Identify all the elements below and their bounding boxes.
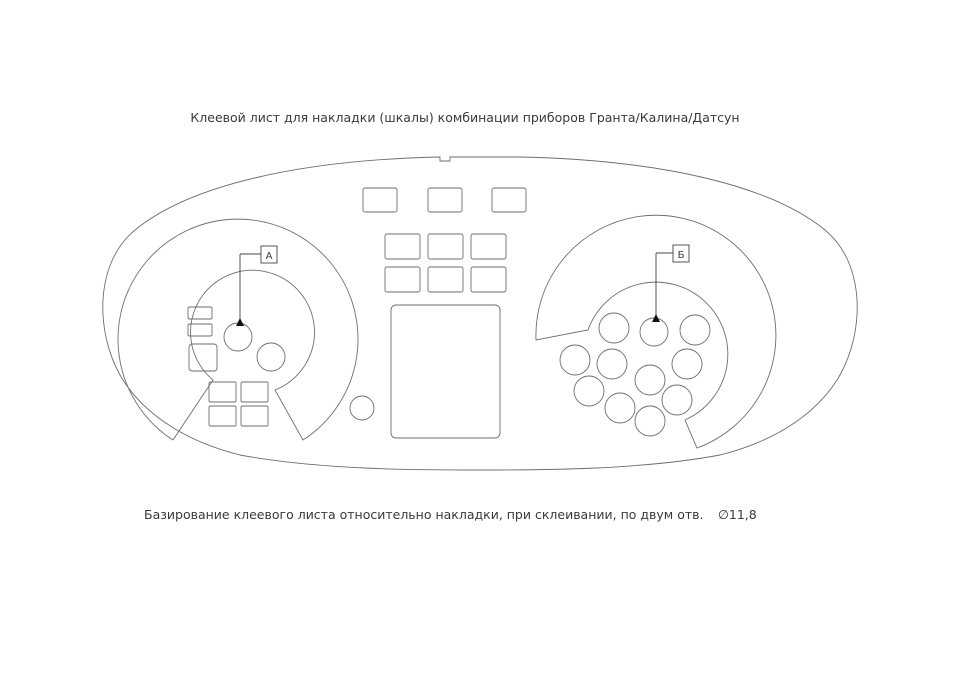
left-right-hole: [257, 343, 285, 371]
center-lamp-6: [471, 267, 506, 292]
right-hole-1: [599, 313, 629, 343]
left-indicator-square: [189, 344, 217, 371]
center-top-window-3: [492, 188, 526, 212]
left-center-hole: [224, 323, 252, 351]
center-top-window-2: [428, 188, 462, 212]
center-display-window: [391, 305, 500, 438]
left-lamp-3: [209, 406, 236, 426]
left-base-hole: [350, 396, 374, 420]
right-hole-4: [560, 345, 590, 375]
datum-b-label: Б: [677, 250, 685, 261]
left-lamp-1: [209, 382, 236, 402]
left-indicator-slot-1: [188, 307, 212, 319]
right-hole-9: [662, 385, 692, 415]
datum-a-arrow: [236, 318, 244, 326]
right-hole-11: [635, 406, 665, 436]
right-dial-cutout: [536, 215, 776, 448]
basing-note: Базирование клеевого листа относительно накладки, при склеивании, по двум отв.: [144, 507, 704, 522]
right-hole-5: [597, 349, 627, 379]
left-lamp-2: [241, 382, 268, 402]
right-hole-3: [680, 315, 710, 345]
right-hole-6: [672, 349, 702, 379]
right-hole-7: [574, 376, 604, 406]
basing-note-diameter: ∅11,8: [718, 507, 757, 522]
right-hole-2: [640, 318, 668, 346]
right-hole-10: [605, 393, 635, 423]
center-lamp-1: [385, 234, 420, 259]
left-indicator-slot-2: [188, 324, 212, 336]
left-lamp-4: [241, 406, 268, 426]
left-dial-cutout: [118, 219, 358, 440]
center-lamp-4: [385, 267, 420, 292]
center-top-window-1: [363, 188, 397, 212]
right-hole-8: [635, 365, 665, 395]
outer-contour: [103, 157, 857, 470]
center-lamp-3: [471, 234, 506, 259]
datum-a-label: А: [265, 251, 273, 262]
drawing-title: Клеевой лист для накладки (шкалы) комбинации приборов Гранта/Калина/Датсун: [190, 110, 740, 125]
center-lamp-2: [428, 234, 463, 259]
center-lamp-5: [428, 267, 463, 292]
